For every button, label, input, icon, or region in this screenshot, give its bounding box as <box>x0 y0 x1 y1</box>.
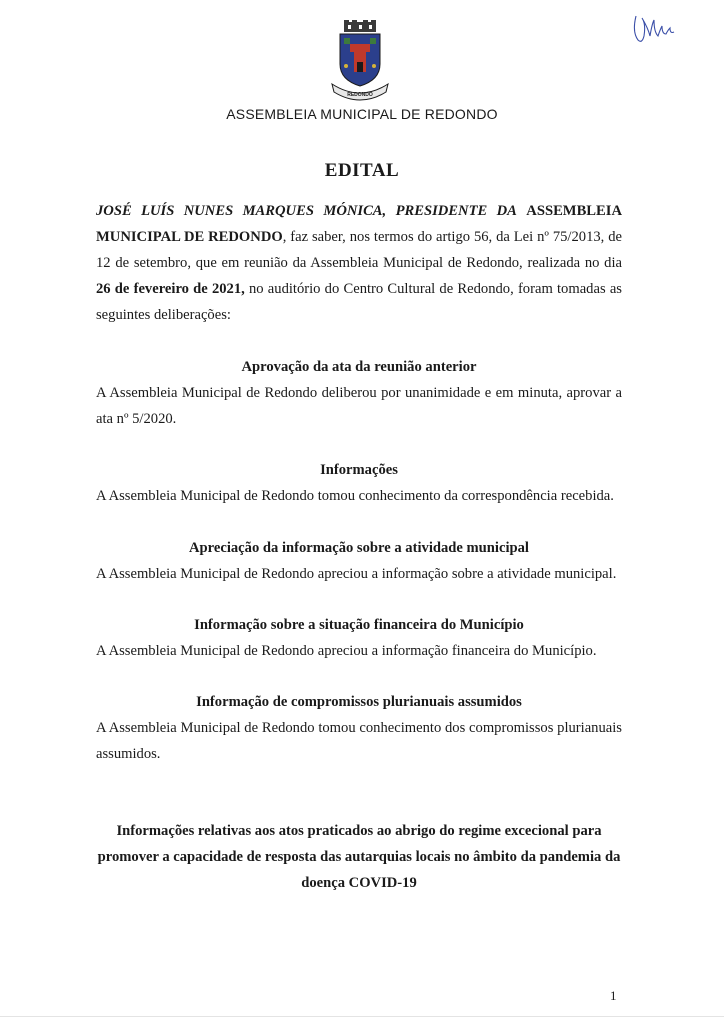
section-heading: Informação de compromissos plurianuais assumidos <box>196 694 522 710</box>
section-heading: Informação sobre a situação financeira do Município <box>194 617 524 633</box>
crest-motto: REDONDO <box>347 92 373 98</box>
signature-mark <box>628 10 676 48</box>
section-text: A Assembleia Municipal de Redondo apreciou a informação sobre a atividade municipal. <box>96 566 617 582</box>
intro-text-2: no auditório do Centro Cultural de Redondo, foram tomadas as seguintes deliberações: <box>96 281 622 323</box>
intro-text-1: , faz saber, nos termos do artigo 56, da Lei nº 75/2013, de 12 de setembro, que em reunião da Assembleia Municipal de Redondo, realizada no dia <box>96 229 622 271</box>
meeting-date: 26 de fevereiro de 2021, <box>96 281 245 297</box>
intro-paragraph <box>96 198 622 328</box>
section-text: A Assembleia Municipal de Redondo tomou conhecimento dos compromissos plurianuais assumidos. <box>96 720 622 762</box>
president-name: JOSÉ LUÍS NUNES MARQUES MÓNICA, PRESIDENTE DA <box>96 203 517 219</box>
page-edge-divider <box>0 1016 724 1017</box>
section-heading: Informações <box>320 462 398 478</box>
section-text: A Assembleia Municipal de Redondo tomou conhecimento da correspondência recebida. <box>96 488 614 504</box>
section-heading: Apreciação da informação sobre a atividade municipal <box>189 540 529 556</box>
assembly-name: ASSEMBLEIA MUNICIPAL DE REDONDO <box>96 203 622 245</box>
coat-of-arms-icon <box>326 20 394 102</box>
assembly-header: ASSEMBLEIA MUNICIPAL DE REDONDO <box>226 106 498 122</box>
section-heading: Aprovação da ata da reunião anterior <box>241 359 477 375</box>
document-title: EDITAL <box>324 160 400 181</box>
covid-section-heading: Informações relativas aos atos praticados ao abrigo do regime excecional para promover a capacidade de resposta das autarquias locais no âmbito da pandemia da doença COVID-19 <box>97 823 621 891</box>
section-text: A Assembleia Municipal de Redondo deliberou por unanimidade e em minuta, aprovar a ata nº 5/2020. <box>96 385 622 427</box>
page-number: 1 <box>610 988 617 1003</box>
section-text: A Assembleia Municipal de Redondo apreciou a informação financeira do Município. <box>96 643 597 659</box>
